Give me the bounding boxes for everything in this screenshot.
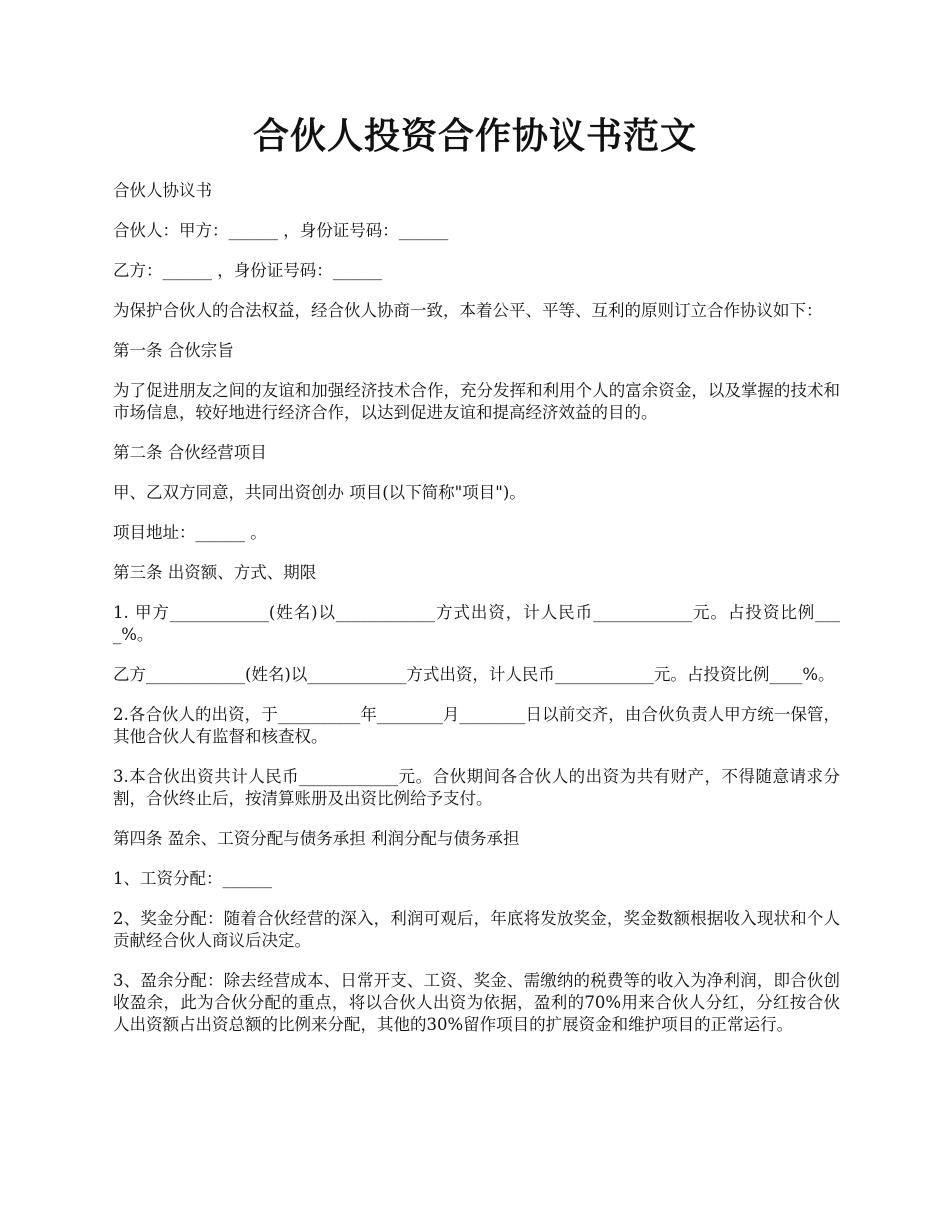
- article-4-item-3: 3、盈余分配：除去经营成本、日常开支、工资、奖金、需缴纳的税费等的收入为净利润，即合伙创收盈余，此为合伙分配的重点，将以合伙人出资为依据，盈利的70%用来合伙人分红，分红按合伙人出资额占出资总额的比例来分配，其他的30%留作项目的扩展资金和维护项目的正常运行。: [113, 971, 840, 1034]
- paragraph-heading: 合伙人协议书: [113, 181, 212, 200]
- article-3-item-2: 2.各合伙人的出资，于__________年________月________日以前交齐，由合伙负责人甲方统一保管，其他合伙人有监督和核查权。: [113, 705, 840, 746]
- article-3-item-3: 3.本合伙出资共计人民币____________元。合伙期间各合伙人的出资为共有财产，不得随意请求分割，合伙终止后，按清算账册及出资比例给予支付。: [113, 767, 840, 808]
- article-3-item-1b: 乙方____________(姓名)以____________方式出资，计人民币____________元。占投资比例____%。: [113, 665, 835, 684]
- article-3-heading: 第三条 出资额、方式、期限: [113, 563, 317, 582]
- article-2-heading: 第二条 合伙经营项目: [113, 443, 267, 462]
- article-4-heading: 第四条 盈余、工资分配与债务承担 利润分配与债务承担: [113, 829, 520, 848]
- article-2-text: 甲、乙双方同意，共同出资创办 项目(以下简称"项目")。: [113, 483, 526, 502]
- article-4-item-2: 2、奖金分配：随着合伙经营的深入，利润可观后，年底将发放奖金，奖金数额根据收入现状和个人贡献经合伙人商议后决定。: [113, 909, 840, 950]
- article-3-item-1: 1. 甲方____________(姓名)以____________方式出资，计人民币____________元。占投资比例____%。: [113, 603, 840, 644]
- paragraph-partner-b: 乙方：______ ，身份证号码：______: [113, 261, 383, 280]
- article-4-item-1: 1、工资分配：______: [113, 869, 272, 888]
- document-title: 合伙人投资合作协议书范文: [252, 115, 697, 157]
- article-1-heading: 第一条 合伙宗旨: [113, 341, 234, 360]
- paragraph-preamble: 为保护合伙人的合法权益，经合伙人协商一致，本着公平、平等、互利的原则订立合作协议如下：: [113, 301, 823, 320]
- document-body: [113, 180, 840, 1054]
- article-1-text: 为了促进朋友之间的友谊和加强经济技术合作，充分发挥和利用个人的富余资金，以及掌握的技术和市场信息，较好地进行经济合作，以达到促进友谊和提高经济效益的目的。: [113, 381, 840, 422]
- paragraph-partner-a: 合伙人：甲方：______ ，身份证号码：______: [113, 221, 449, 240]
- project-address: 项目地址：______ 。: [113, 523, 267, 542]
